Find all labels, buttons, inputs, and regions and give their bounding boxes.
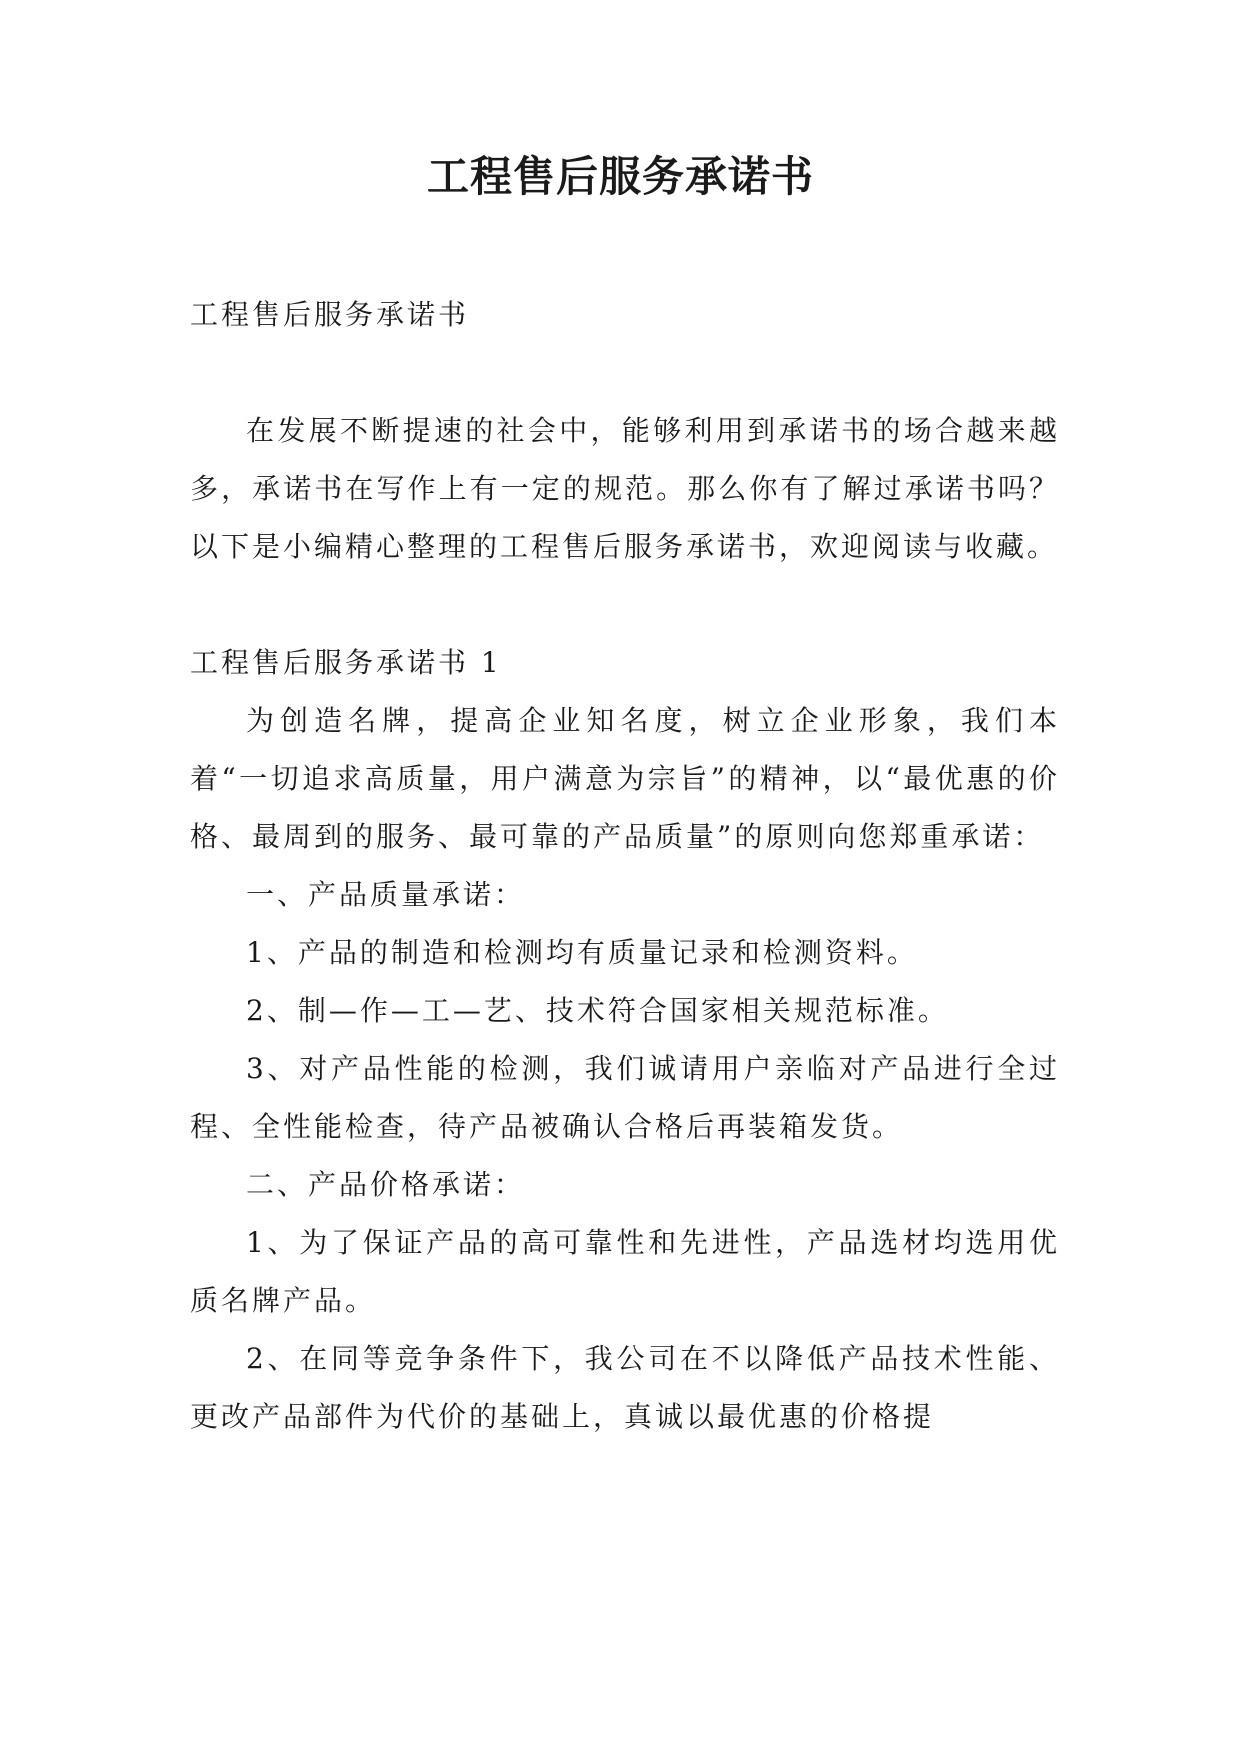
- body-paragraph: 1、为了保证产品的高可靠性和先进性，产品选材均选用优质名牌产品。: [190, 1226, 1060, 1317]
- section-heading: 工程售后服务承诺书 1: [190, 646, 502, 679]
- document-title: 工程售后服务承诺书: [426, 152, 814, 201]
- price-commitment-heading: 二、产品价格承诺：: [246, 1168, 526, 1201]
- body-paragraph: 2、在同等竞争条件下，我公司在不以降低产品技术性能、更改产品部件为代价的基础上，真诚以最优惠的价格提: [190, 1342, 1060, 1433]
- body-paragraph: 3、对产品性能的检测，我们诚请用户亲临对产品进行全过程、全性能检查，待产品被确认合格后再装箱发货。: [190, 1052, 1060, 1143]
- document-subtitle: 工程售后服务承诺书: [190, 298, 470, 331]
- body-paragraph: 2、制—作—工—艺、技术符合国家相关规范标准。: [246, 994, 949, 1027]
- body-paragraph: 为创造名牌，提高企业知名度，树立企业形象，我们本着“一切追求高质量，用户满意为宗旨”的精神，以“最优惠的价格、最周到的服务、最可靠的产品质量”的原则向您郑重承诺：: [190, 704, 1060, 853]
- intro-paragraph: 在发展不断提速的社会中，能够利用到承诺书的场合越来越多，承诺书在写作上有一定的规范。那么你有了解过承诺书吗？以下是小编精心整理的工程售后服务承诺书，欢迎阅读与收藏。: [190, 414, 1060, 563]
- quality-commitment-heading: 一、产品质量承诺：: [246, 878, 526, 911]
- body-paragraph: 1、产品的制造和检测均有质量记录和检测资料。: [246, 936, 918, 969]
- document-body: [190, 286, 1060, 1446]
